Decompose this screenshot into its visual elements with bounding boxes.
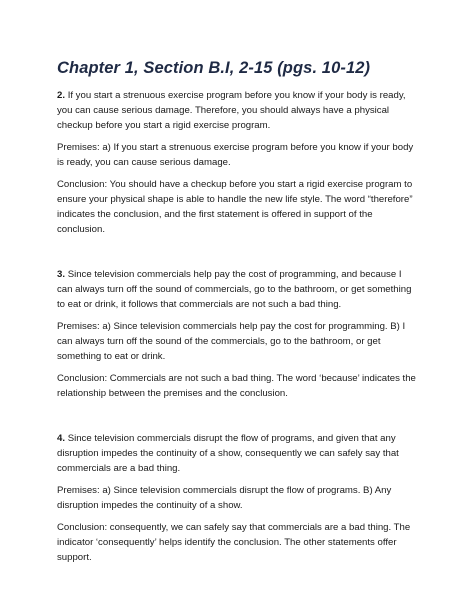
conclusion-text: Conclusion: consequently, we can safely say that commercials are a bad thing. The indicator ‘consequently’ helps identify the conclusion. The other statements offer support. <box>57 522 411 563</box>
problem-statement <box>57 267 419 312</box>
statement-text: If you start a strenuous exercise program before you know if your body is ready, you can cause serious damage. Therefore, you should always have a physical checkup before you start a rigid exercise program. <box>57 90 406 131</box>
problem-2 <box>57 88 419 237</box>
problem-3 <box>57 267 419 401</box>
problem-4 <box>57 431 419 565</box>
premises-text: Premises: a) Since television commercials disrupt the flow of programs. B) Any disruption impedes the continuity of a show. <box>57 485 392 511</box>
problem-statement <box>57 431 419 476</box>
document-page <box>57 58 419 565</box>
chapter-title: Chapter 1, Section B.I, 2-15 (pgs. 10-12) <box>57 59 371 77</box>
statement-text: Since television commercials help pay the cost of programming, and because I can always turn off the sound of commercials, go to the bathroom, or get something to eat or drink, it follows that commercials are not such a bad thing. <box>57 269 412 310</box>
premises-text: Premises: a) Since television commercials help pay the cost for programming. B) I can always turn off the sound of the commercials, go to the bathroom, or get something to eat or drink. <box>57 321 406 362</box>
conclusion-text: Conclusion: Commercials are not such a bad thing. The word ‘because’ indicates the relationship between the premises and the conclusion. <box>57 373 416 399</box>
premises-text: Premises: a) If you start a strenuous exercise program before you know if your body is ready, you can cause serious damage. <box>57 142 414 168</box>
problem-number: 3. <box>57 269 66 280</box>
problem-number: 2. <box>57 90 66 101</box>
conclusion-text: Conclusion: You should have a checkup before you start a rigid exercise program to ensure your physical shape is able to handle the new life style. The word “therefore” indicates the conclusion, and the first statement is offered in support of the conclusion. <box>57 179 413 235</box>
statement-text: Since television commercials disrupt the flow of programs, and given that any disruption impedes the continuity of a show, consequently we can safely say that commercials are a bad thing. <box>57 433 399 474</box>
problem-number: 4. <box>57 433 66 444</box>
problem-statement <box>57 88 419 133</box>
